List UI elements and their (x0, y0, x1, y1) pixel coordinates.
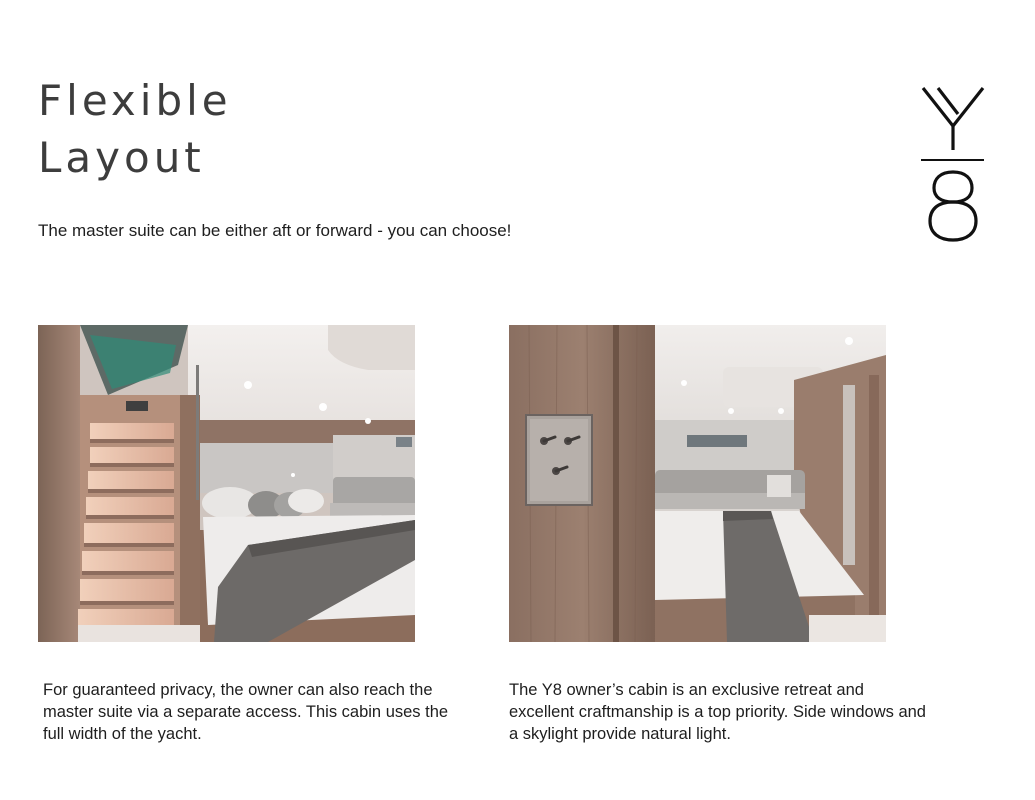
page-title (38, 72, 232, 186)
page-subtitle: The master suite can be either aft or forward - you can choose! (38, 221, 512, 240)
cabin-photo-left (38, 325, 415, 642)
title-line-1: Flexible (38, 76, 232, 125)
caption-right: The Y8 owner’s cabin is an exclusive retreat and excellent craftmanship is a top priority. Side windows and a skylight provide natural light. (509, 681, 926, 743)
cabin-photo-right (509, 325, 886, 642)
title-line-2: Layout (38, 133, 205, 182)
caption-left: For guaranteed privacy, the owner can also reach the master suite via a separate access. This cabin uses the full width of the yacht. (43, 681, 449, 743)
y8-logo-mark (918, 84, 988, 244)
y8-logo (918, 84, 988, 244)
